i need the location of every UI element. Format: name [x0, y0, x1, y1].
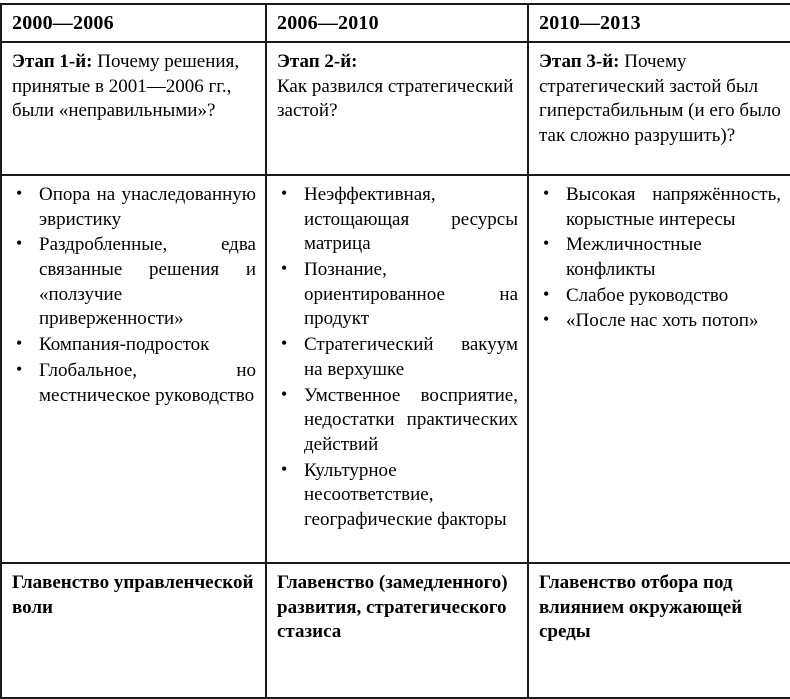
list-item — [539, 284, 781, 309]
list-item — [539, 309, 781, 334]
list-item-label: • Опора на унаследованную эвристику — [39, 184, 256, 230]
summary-cell-3 — [528, 563, 790, 698]
table-summary-row — [1, 563, 790, 698]
list-item — [539, 183, 781, 232]
header-cell-period-1 — [1, 4, 266, 42]
period-label-2: 2006—2010 — [277, 12, 379, 34]
question-body-1: Почему решения, принятые в 2001—2006 гг., были «неправильными»? — [12, 51, 240, 121]
question-body-2: Как развился стратегический застой? — [277, 75, 514, 121]
question-text-3 — [539, 50, 781, 148]
period-label-3: 2010—2013 — [539, 12, 641, 34]
list-item-label: • Раздробленные, едва связанные решения и «ползучие приверженности» — [39, 234, 256, 330]
header-cell-period-3 — [528, 4, 790, 42]
question-text-1 — [12, 50, 256, 124]
table-bullets-row — [1, 175, 790, 563]
list-item — [12, 233, 256, 332]
bullets-cell-3 — [528, 175, 790, 563]
list-item-label: • Умственное восприятие, недостатки практических действий — [304, 384, 518, 455]
list-item-label: • Стратегический вакуум на верхушке — [304, 334, 518, 380]
list-item — [12, 333, 256, 358]
list-item-label: • Глобальное, но местническое руководство — [39, 359, 256, 406]
summary-text-1: Главенство управленческой воли — [12, 572, 254, 618]
bullets-cell-1 — [1, 175, 266, 563]
bullets-cell-2 — [266, 175, 528, 563]
list-item-label: • Межличностные конфликты — [566, 234, 702, 281]
list-item-label: • Культурное несоответствие, географические факторы — [304, 459, 507, 530]
list-item — [12, 359, 256, 408]
stage-label-1: Этап 1-й: — [12, 51, 93, 72]
stage-label-3: Этап 3-й: — [539, 51, 620, 72]
period-label-1: 2000—2006 — [12, 12, 114, 34]
list-item-label: • Высокая напряжённость, корыстные интересы — [566, 184, 781, 230]
summary-cell-1 — [1, 563, 266, 698]
list-item-label: • Познание, ориентированное на продукт — [304, 259, 518, 330]
summary-cell-2 — [266, 563, 528, 698]
question-body-3: Почему стратегический застой был гиперстабильным (и его было так сложно разрушить)? — [539, 51, 781, 146]
header-cell-period-2 — [266, 4, 528, 42]
table-header-row — [1, 4, 790, 42]
three-stages-table — [0, 3, 790, 699]
bullet-list-2 — [277, 183, 518, 533]
list-item — [539, 233, 781, 282]
list-item-label: • Компания-подросток — [39, 334, 210, 356]
list-item — [277, 258, 518, 332]
list-item — [12, 183, 256, 232]
bullet-list-1 — [12, 183, 256, 408]
question-cell-2 — [266, 42, 528, 175]
summary-text-3: Главенство отбора под влиянием окружающей среды — [539, 572, 743, 643]
list-item — [277, 384, 518, 458]
list-item — [277, 333, 518, 382]
list-item-label: • «После нас хоть потоп» — [566, 310, 759, 332]
list-item — [277, 183, 518, 257]
question-text-2 — [277, 50, 518, 124]
list-item-label: • Слабое руководство — [566, 284, 729, 306]
question-cell-1 — [1, 42, 266, 175]
list-item-label: • Неэффективная, истощающая ресурсы матрица — [304, 184, 518, 255]
stage-label-2: Этап 2-й: — [277, 51, 358, 72]
question-cell-3 — [528, 42, 790, 175]
table-question-row — [1, 42, 790, 175]
list-item — [277, 459, 518, 533]
summary-text-2: Главенство (замедленного) развития, стратегического стазиса — [277, 572, 508, 643]
bullet-list-3 — [539, 183, 781, 334]
